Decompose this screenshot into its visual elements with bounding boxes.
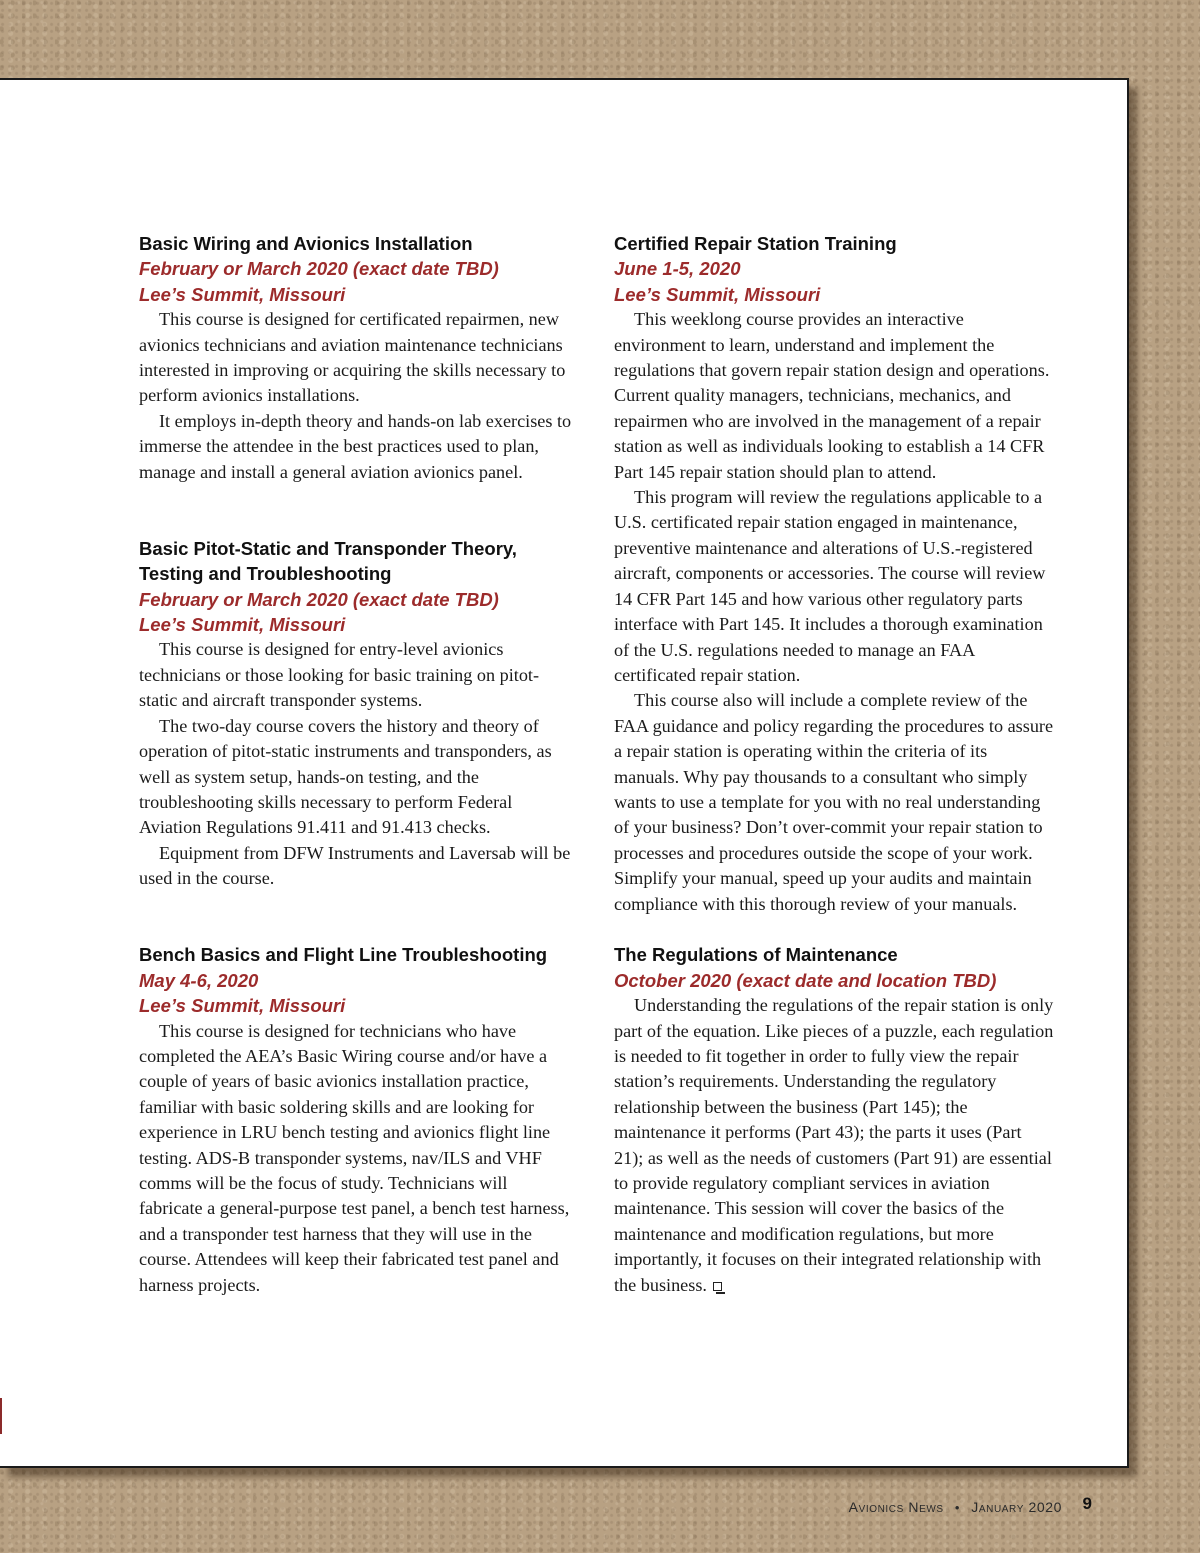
course-regulations bbox=[614, 942, 1054, 1298]
footer-separator: • bbox=[954, 1500, 961, 1515]
course-paragraph: This course is designed for technicians who have completed the AEA’s Basic Wiring course and/or have a couple of years of basic avionics installation practice, familiar with basic soldering skills and are looking for experience in LRU bench testing and avionics flight line testing. ADS-B transponder systems, nav/ILS and VHF comms will be the focus of study. Technicians will fabricate a general-purpose test panel, a bench test harness, and a transponder test harness that they will use in the course. Attendees will keep their fabricated test panel and harness projects. bbox=[139, 1020, 570, 1295]
course-title: Basic Wiring and Avionics Installation bbox=[139, 233, 473, 254]
course-title: Bench Basics and Flight Line Troubleshooting bbox=[139, 944, 548, 966]
course-paragraph: This course also will include a complete review of the FAA guidance and policy regarding the procedures to assure a repair station is operating within the criteria of its manuals. Why pay thousands to a consultant who simply wants to use a template for you with no real understanding of your business? Don’t over-commit your repair station to processes and procedures outside the scope of your work. Simplify your manual, speed up your audits and maintain compliance with this thorough review of your manuals. bbox=[614, 690, 1054, 914]
end-of-article-icon bbox=[713, 1282, 722, 1291]
course-paragraph: This course is designed for certificated repairmen, new avionics technicians and aviation maintenance technicians interested in improving or acquiring the skills necessary to perform avionics installations. bbox=[139, 309, 566, 406]
course-paragraph bbox=[614, 993, 1054, 1298]
section-spacer bbox=[139, 892, 575, 943]
edge-marker bbox=[0, 1398, 2, 1434]
issue-date: January 2020 bbox=[971, 1499, 1062, 1515]
course-paragraph: This weeklong course provides an interactive environment to learn, understand and implement the regulations that govern repair station design and operations. Current quality managers, technicians, mechanics, and repairmen who are involved in the management of a repair station as well as individuals looking to establish a 14 CFR Part 145 repair station should plan to attend. bbox=[614, 309, 1050, 482]
page-number: 9 bbox=[1082, 1494, 1092, 1513]
right-column bbox=[614, 231, 1054, 1298]
course-paragraph: This course is designed for entry-level avionics technicians or those looking for basic training on pitot-static and aircraft transponder systems. bbox=[139, 639, 540, 711]
course-location: Lee’s Summit, Missouri bbox=[614, 283, 821, 305]
course-title: Basic Pitot-Static and Transponder Theory, Testing and Troubleshooting bbox=[139, 537, 517, 585]
course-basic-wiring bbox=[139, 231, 575, 485]
course-location: Lee’s Summit, Missouri bbox=[139, 614, 346, 636]
course-bench-basics bbox=[139, 942, 575, 1298]
course-date: May 4-6, 2020 bbox=[139, 969, 259, 991]
page-footer bbox=[849, 1499, 1062, 1515]
publication-name: Avionics News bbox=[848, 1499, 944, 1515]
section-spacer bbox=[614, 917, 1054, 942]
course-date: February or March 2020 (exact date TBD) bbox=[139, 588, 499, 610]
course-date: February or March 2020 (exact date TBD) bbox=[139, 258, 499, 280]
course-title: The Regulations of Maintenance bbox=[614, 944, 898, 966]
course-paragraph: This program will review the regulations applicable to a U.S. certificated repair station engaged in maintenance, preventive maintenance and alterations of U.S.-registered aircraft, components or accessories. The course will review 14 CFR Part 145 and how various other regulatory parts interface with Part 145. It includes a thorough examination of the U.S. regulations needed to manage an FAA certificated repair station. bbox=[614, 487, 1046, 685]
course-date: June 1-5, 2020 bbox=[614, 258, 741, 280]
course-repair-station bbox=[614, 231, 1054, 917]
course-title: Certified Repair Station Training bbox=[614, 233, 897, 254]
course-pitot-static bbox=[139, 536, 575, 892]
left-column bbox=[139, 231, 575, 1298]
paragraph-text: Understanding the regulations of the repair station is only part of the equation. Like pieces of a puzzle, each regulation is needed to fit together in order to fully view the repair station’s requirements. Understanding the regulatory relationship between the business (Part 145); the maintenance it performs (Part 43); the parts it uses (Part 21); as well as the needs of customers (Part 91) are essential to provide regulatory compliant services in aviation maintenance. This session will cover the basics of the maintenance and modification regulations, but more importantly, it focuses on their integrated relationship with the business. bbox=[614, 995, 1054, 1295]
course-paragraph: The two-day course covers the history and theory of operation of pitot-static instruments and transponders, as well as system setup, hands-on testing, and the troubleshooting skills necessary to perform Federal Aviation Regulations 91.411 and 91.413 checks. bbox=[139, 715, 552, 838]
course-location: Lee’s Summit, Missouri bbox=[139, 283, 346, 305]
course-paragraph: It employs in-depth theory and hands-on lab exercises to immerse the attendee in the best practices used to plan, manage and install a general aviation avionics panel. bbox=[139, 410, 572, 482]
course-location: Lee’s Summit, Missouri bbox=[139, 995, 346, 1017]
course-date: October 2020 (exact date and location TBD) bbox=[614, 969, 997, 991]
course-paragraph: Equipment from DFW Instruments and Laversab will be used in the course. bbox=[139, 842, 571, 889]
section-spacer bbox=[139, 485, 575, 536]
